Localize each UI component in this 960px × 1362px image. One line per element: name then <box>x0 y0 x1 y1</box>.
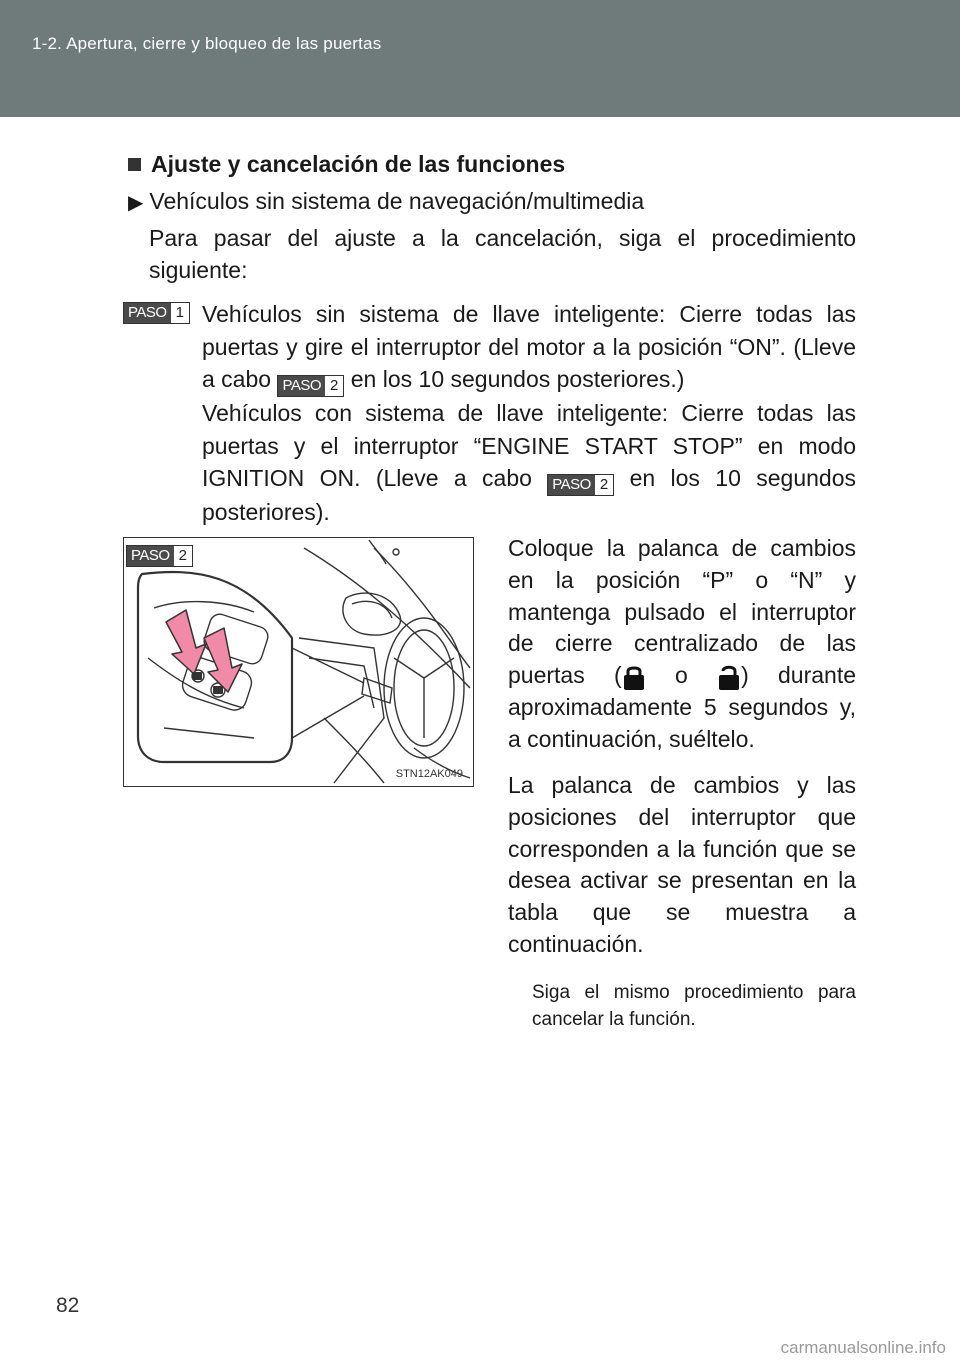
page-number: 82 <box>56 1294 80 1317</box>
watermark: carmanualsonline.info <box>780 1338 946 1357</box>
figure-code: STN12AK049 <box>395 768 463 780</box>
section-heading-row <box>128 148 565 180</box>
triangle-right-icon: ▶ <box>128 192 144 214</box>
step1-part4: en los 10 segundos posteriores). <box>202 465 857 525</box>
step1-part3: Vehículos con sistema de llave inteligente: Cierre todas las puertas y el interruptor “ENGINE START STOP” en modo IGNITION ON. (Lleve a cabo <box>202 400 856 491</box>
step2-text <box>508 533 856 756</box>
step2-text-b: ) durante aproximadamente 5 segundos y, a continuación, suéltelo. <box>508 662 857 752</box>
lock-open-icon <box>717 663 741 691</box>
step1-part1: Vehículos sin sistema de llave inteligente: Cierre todas las puertas y gire el interruptor del motor a la posición “ON”. (Lleve a cabo <box>202 301 856 392</box>
step2-text-a: Coloque la palanca de cambios en la posición “P” o “N” y mantenga pulsado el interruptor de cierre centralizado de las puertas ( <box>508 535 856 689</box>
step1-text <box>202 298 856 529</box>
chapter-title: 1-2. Apertura, cierre y bloqueo de las puertas <box>32 34 382 53</box>
chapter-header <box>0 0 960 117</box>
step-ref-badge: PASO 2 <box>277 375 344 397</box>
illustration-frame <box>123 537 474 787</box>
section-heading: Ajuste y cancelación de las funciones <box>151 151 566 177</box>
step1-badge: PASO 1 <box>123 301 190 324</box>
subheading-row <box>128 185 644 219</box>
step1-part2: en los 10 segundos posteriores.) <box>350 366 685 392</box>
step-ref-badge: PASO 2 <box>547 474 614 496</box>
step2-paragraph-c: La palanca de cambios y las posiciones del interruptor que corresponden a la función que se desea activar se presentan en la tabla que se muestra a continuación. <box>508 772 856 957</box>
step2-badge: PASO 2 <box>126 544 193 567</box>
intro-paragraph: Para pasar del ajuste a la cancelación, siga el procedimiento siguiente: <box>149 225 856 283</box>
subheading: Vehículos sin sistema de navegación/multimedia <box>149 188 645 214</box>
lock-closed-icon <box>622 663 646 691</box>
square-bullet-icon <box>128 158 141 171</box>
step2-text-o: o <box>674 662 688 689</box>
car-interior-illustration <box>124 538 472 785</box>
step2-note: Siga el mismo procedimiento para cancelar la función. <box>532 982 856 1030</box>
